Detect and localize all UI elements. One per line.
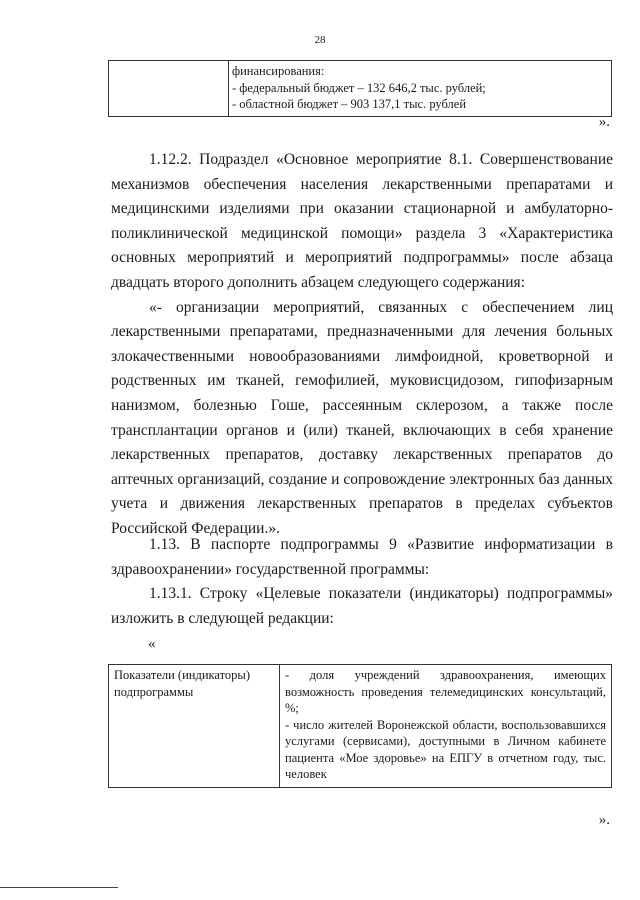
funding-table: [108, 60, 612, 117]
funding-heading: финансирования:: [232, 64, 325, 78]
funding-cell: [229, 61, 612, 117]
indicator-item: - доля учреждений здравоохранения, имеющих возможность проведения телемедицинских консультаций, %;: [285, 668, 606, 715]
paragraph-1-13: 1.13. В паспорте подпрограммы 9 «Развитие информатизации в здравоохранении» государственной программы:: [111, 536, 613, 578]
indicators-cell: [280, 665, 612, 788]
indicators-label: Показатели (индикаторы) подпрограммы: [109, 665, 280, 788]
inserted-paragraph: «- организации мероприятий, связанных с обеспечением лиц лекарственными препаратами, предназначенными для лечения больных злокачественными новообразованиями лимфоидной, кроветворной и родственных им тканей, гемофилией, муковисцидозом, гипофизарным нанизмом, болезнью Гоше, рассеянным склерозом, а также после трансплантации органов и (или) тканей, включающих в себя хранение лекарственных препаратов, доставку лекарственных препаратов до аптечных организаций, создание и сопровождение электронных баз данных учета и движения лекарственных препаратов в пределах субъектов Российской Федерации.».: [111, 298, 613, 537]
paragraph-1-13-1: 1.13.1. Строку «Целевые показатели (индикаторы) подпрограммы» изложить в следующей редакции:: [111, 585, 613, 627]
indicator-item: - число жителей Воронежской области, воспользовавшихся услугами (сервисами), доступными в Личном кабинете пациента «Мое здоровье» на ЕПГУ в отчетном году, тыс. человек: [285, 717, 606, 781]
opening-quote: «: [148, 636, 156, 652]
regional-budget-line: - областной бюджет – 903 137,1 тыс. рублей: [232, 97, 467, 111]
table-row: [109, 665, 612, 788]
federal-budget-line: - федеральный бюджет – 132 646,2 тыс. рублей;: [232, 80, 486, 95]
paragraph-1-12-2: 1.12.2. Подраздел «Основное мероприятие 8.1. Совершенствование механизмов обеспечения населения лекарственными препаратами и медицинскими изделиями при оказании стационарной и амбулаторно-поликлинической медицинской помощи» раздела 3 «Характеристика основных мероприятий и мероприятий подпрограммы» после абзаца двадцать второго дополнить абзацем следующего содержания:: [111, 151, 613, 291]
section-1-13: [111, 533, 613, 631]
footer-divider: [0, 887, 118, 888]
table-row: [109, 61, 612, 117]
closing-quote: ».: [598, 812, 610, 828]
table-cell-empty: [109, 61, 229, 117]
indicators-table: [108, 664, 612, 788]
closing-quote: ».: [598, 114, 610, 130]
page-number: 28: [314, 34, 326, 46]
section-1-12-2: [111, 148, 613, 542]
